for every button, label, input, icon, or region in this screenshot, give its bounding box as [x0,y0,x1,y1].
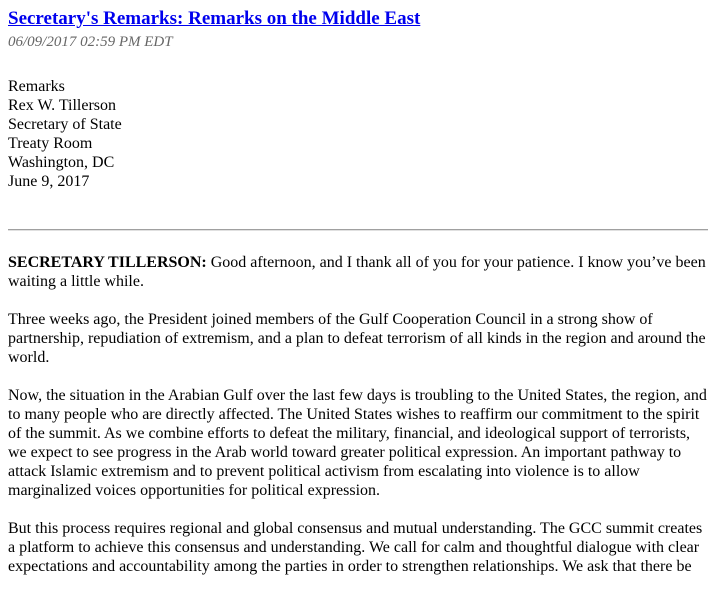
paragraph-text: Good afternoon, and I thank all of you for your patience. I know you’ve been waiting a little while. [8,254,706,290]
remarks-header [8,77,708,191]
document-page [8,8,708,595]
header-line-city: Washington, DC [8,154,115,171]
paragraph: But this process requires regional and global consensus and mutual understanding. The GCC summit creates a platform to achieve this consensus and understanding. We call for calm and thoughtful dialogue with clear expectations and accountability among the parties in order to strengthen relationships. We ask that there be [8,520,703,575]
article-title-link[interactable]: Secretary's Remarks: Remarks on the Middle East [8,8,421,29]
header-line-speaker: Rex W. Tillerson [8,97,117,114]
header-line-location: Treaty Room [8,135,93,152]
paragraph [8,253,708,291]
header-line-type: Remarks [8,78,65,95]
speaker-label: SECRETARY TILLERSON: [8,254,207,271]
section-divider [8,229,708,231]
paragraph: Three weeks ago, the President joined members of the Gulf Cooperation Council in a strong show of partnership, repudiation of extremism, and a plan to defeat terrorism of all kinds in the region and around the world. [8,311,706,366]
paragraph: Now, the situation in the Arabian Gulf over the last few days is troubling to the United States, the region, and to many people who are directly affected. The United States wishes to reaffirm our commitment to the spirit of the summit. As we combine efforts to defeat the military, financial, and ideological support of terrorists, we expect to see progress in the Arab world toward greater political expression. An important pathway to attack Islamic extremism and to prevent political activism from escalating into violence is to allow marginalized voices opportunities for political expression. [8,387,707,499]
remarks-body [8,253,708,576]
header-line-date: June 9, 2017 [8,173,90,190]
article-timestamp: 06/09/2017 02:59 PM EDT [8,34,173,50]
header-line-role: Secretary of State [8,116,122,133]
